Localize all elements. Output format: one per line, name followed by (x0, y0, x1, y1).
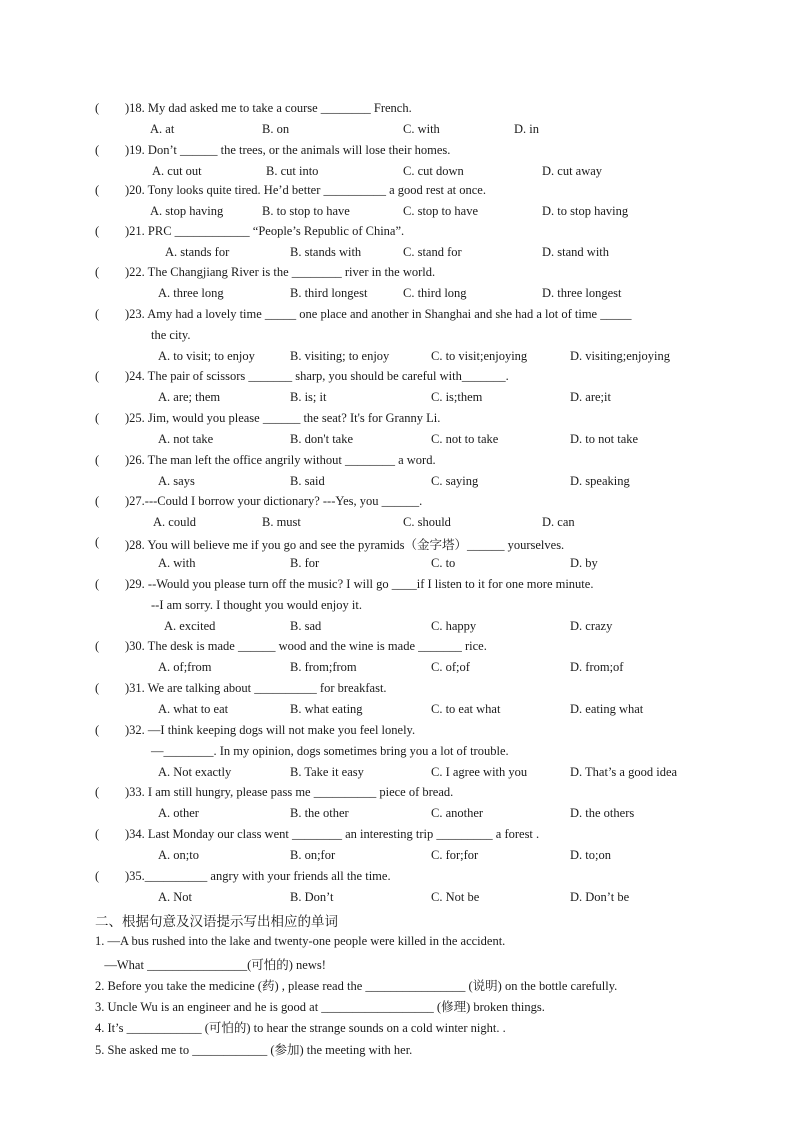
answer-option: A. of;from (158, 660, 212, 674)
question-stem: )29. --Would you please turn off the music? I will go ____if I listen to it for one more minute. (125, 577, 594, 591)
answer-bracket: ( (95, 723, 100, 737)
question-stem: )34. Last Monday our class went ________ an interesting trip _________ a forest . (125, 827, 540, 841)
answer-option: A. Not exactly (158, 765, 232, 779)
question-stem: )20. Tony looks quite tired. He’d better __________ a good rest at once. (125, 183, 486, 197)
answer-bracket: ( (95, 785, 100, 799)
answer-option: B. Take it easy (290, 765, 364, 779)
answer-option: D. to;on (570, 848, 611, 862)
answer-option: D. the others (570, 806, 635, 820)
answer-bracket: ( (95, 827, 100, 841)
answer-option: A. could (153, 515, 197, 529)
answer-option: C. stop to have (403, 204, 478, 218)
answer-option: A. are; them (158, 390, 221, 404)
answer-option: A. says (158, 474, 195, 488)
answer-option: B. to stop to have (262, 204, 350, 218)
answer-option: A. Not (158, 890, 193, 904)
answer-option: C. saying (431, 474, 479, 488)
answer-option: B. is; it (290, 390, 327, 404)
answer-bracket: ( (95, 869, 100, 883)
answer-option: C. Not be (431, 890, 480, 904)
answer-option: C. cut down (403, 164, 464, 178)
answer-option: D. stand with (542, 245, 610, 259)
question-stem-line2: --I am sorry. I thought you would enjoy it. (151, 598, 362, 612)
answer-option: D. speaking (570, 474, 630, 488)
answer-option: D. to not take (570, 432, 639, 446)
answer-option: A. not take (158, 432, 214, 446)
answer-option: D. from;of (570, 660, 624, 674)
answer-option: B. sad (290, 619, 322, 633)
question-stem: )23. Amy had a lovely time _____ one place and another in Shanghai and she had a lot of time _____ (125, 307, 632, 321)
answer-bracket: ( (95, 577, 100, 591)
question-stem-line2: the city. (151, 328, 191, 342)
answer-option: B. must (262, 515, 301, 529)
answer-option: D. three longest (542, 286, 622, 300)
answer-option: D. can (542, 515, 575, 529)
answer-bracket: ( (95, 183, 100, 197)
answer-option: A. stop having (150, 204, 224, 218)
answer-option: C. with (403, 122, 440, 136)
section-title: 二、根据句意及汉语提示写出相应的单词 (95, 914, 338, 930)
answer-option: C. for;for (431, 848, 479, 862)
answer-option: C. is;them (431, 390, 483, 404)
question-stem: )30. The desk is made ______ wood and the wine is made _______ rice. (125, 639, 487, 653)
answer-option: D. That’s a good idea (570, 765, 678, 779)
answer-option: D. visiting;enjoying (570, 349, 670, 363)
answer-option: B. on;for (290, 848, 336, 862)
answer-option: C. to eat what (431, 702, 501, 716)
answer-option: B. what eating (290, 702, 363, 716)
answer-option: A. with (158, 556, 196, 570)
answer-bracket: ( (95, 265, 100, 279)
answer-option: B. third longest (290, 286, 368, 300)
answer-bracket: ( (95, 453, 100, 467)
answer-option: A. on;to (158, 848, 199, 862)
answer-bracket: ( (95, 681, 100, 695)
answer-option: A. three long (158, 286, 224, 300)
answer-bracket: ( (95, 639, 100, 653)
answer-option: A. cut out (152, 164, 202, 178)
answer-option: A. to visit; to enjoy (158, 349, 255, 363)
question-stem: )26. The man left the office angrily without ________ a word. (125, 453, 436, 467)
answer-bracket: ( (95, 535, 100, 549)
fill-in-item: 4. It’s ____________ (可怕的) to hear the strange sounds on a cold winter night. . (95, 1021, 506, 1035)
question-stem: )31. We are talking about __________ for breakfast. (125, 681, 387, 695)
answer-option: C. stand for (403, 245, 462, 259)
answer-option: D. eating what (570, 702, 644, 716)
answer-bracket: ( (95, 411, 100, 425)
answer-option: D. in (514, 122, 539, 136)
question-stem: )19. Don’t ______ the trees, or the animals will lose their homes. (125, 143, 451, 157)
fill-in-item: 5. She asked me to ____________ (参加) the meeting with her. (95, 1043, 413, 1057)
answer-option: C. not to take (431, 432, 499, 446)
answer-bracket: ( (95, 143, 100, 157)
question-stem: )28. You will believe me if you go and see the pyramids（金字塔）______ yourselves. (125, 538, 565, 552)
question-stem: )33. I am still hungry, please pass me __________ piece of bread. (125, 785, 454, 799)
answer-option: B. don't take (290, 432, 354, 446)
answer-option: B. cut into (266, 164, 319, 178)
answer-option: D. by (570, 556, 598, 570)
answer-option: C. happy (431, 619, 477, 633)
answer-option: C. to (431, 556, 456, 570)
answer-bracket: ( (95, 494, 100, 508)
question-stem: )24. The pair of scissors _______ sharp, you should be careful with_______. (125, 369, 509, 383)
answer-option: B. on (262, 122, 290, 136)
answer-option: D. to stop having (542, 204, 629, 218)
answer-option: C. another (431, 806, 484, 820)
question-stem: )21. PRC ____________ “People’s Republic of China”. (125, 224, 405, 238)
fill-in-item: —What ________________(可怕的) news! (95, 958, 326, 972)
answer-option: B. from;from (290, 660, 357, 674)
question-stem: )25. Jim, would you please ______ the seat? It's for Granny Li. (125, 411, 441, 425)
answer-option: D. crazy (570, 619, 613, 633)
answer-option: C. I agree with you (431, 765, 528, 779)
answer-option: A. at (150, 122, 175, 136)
question-stem: )18. My dad asked me to take a course ________ French. (125, 101, 412, 115)
answer-option: A. what to eat (158, 702, 229, 716)
answer-option: C. of;of (431, 660, 470, 674)
answer-option: C. third long (403, 286, 467, 300)
answer-option: C. should (403, 515, 451, 529)
question-stem: )27.---Could I borrow your dictionary? ---Yes, you ______. (125, 494, 423, 508)
fill-in-item: 2. Before you take the medicine (药) , please read the ________________ (说明) on the bottle carefully. (95, 979, 618, 993)
fill-in-item: 1. —A bus rushed into the lake and twenty-one people were killed in the accident. (95, 934, 506, 948)
answer-option: A. stands for (165, 245, 230, 259)
answer-option: B. said (290, 474, 325, 488)
question-stem: )32. —I think keeping dogs will not make you feel lonely. (125, 723, 416, 737)
question-stem: )22. The Changjiang River is the ________ river in the world. (125, 265, 436, 279)
answer-option: B. visiting; to enjoy (290, 349, 390, 363)
answer-option: C. to visit;enjoying (431, 349, 528, 363)
answer-bracket: ( (95, 307, 100, 321)
answer-option: B. Don’t (290, 890, 334, 904)
question-stem: )35.__________ angry with your friends all the time. (125, 869, 391, 883)
answer-option: D. Don’t be (570, 890, 630, 904)
fill-in-item: 3. Uncle Wu is an engineer and he is good at __________________ (修理) broken things. (95, 1000, 545, 1014)
answer-option: D. cut away (542, 164, 603, 178)
answer-option: B. for (290, 556, 320, 570)
answer-option: A. other (158, 806, 199, 820)
answer-option: A. excited (164, 619, 216, 633)
answer-bracket: ( (95, 101, 100, 115)
question-stem-line2: —________. In my opinion, dogs sometimes bring you a lot of trouble. (151, 744, 509, 758)
answer-option: D. are;it (570, 390, 611, 404)
answer-option: B. stands with (290, 245, 362, 259)
answer-bracket: ( (95, 224, 100, 238)
answer-bracket: ( (95, 369, 100, 383)
answer-option: B. the other (290, 806, 349, 820)
